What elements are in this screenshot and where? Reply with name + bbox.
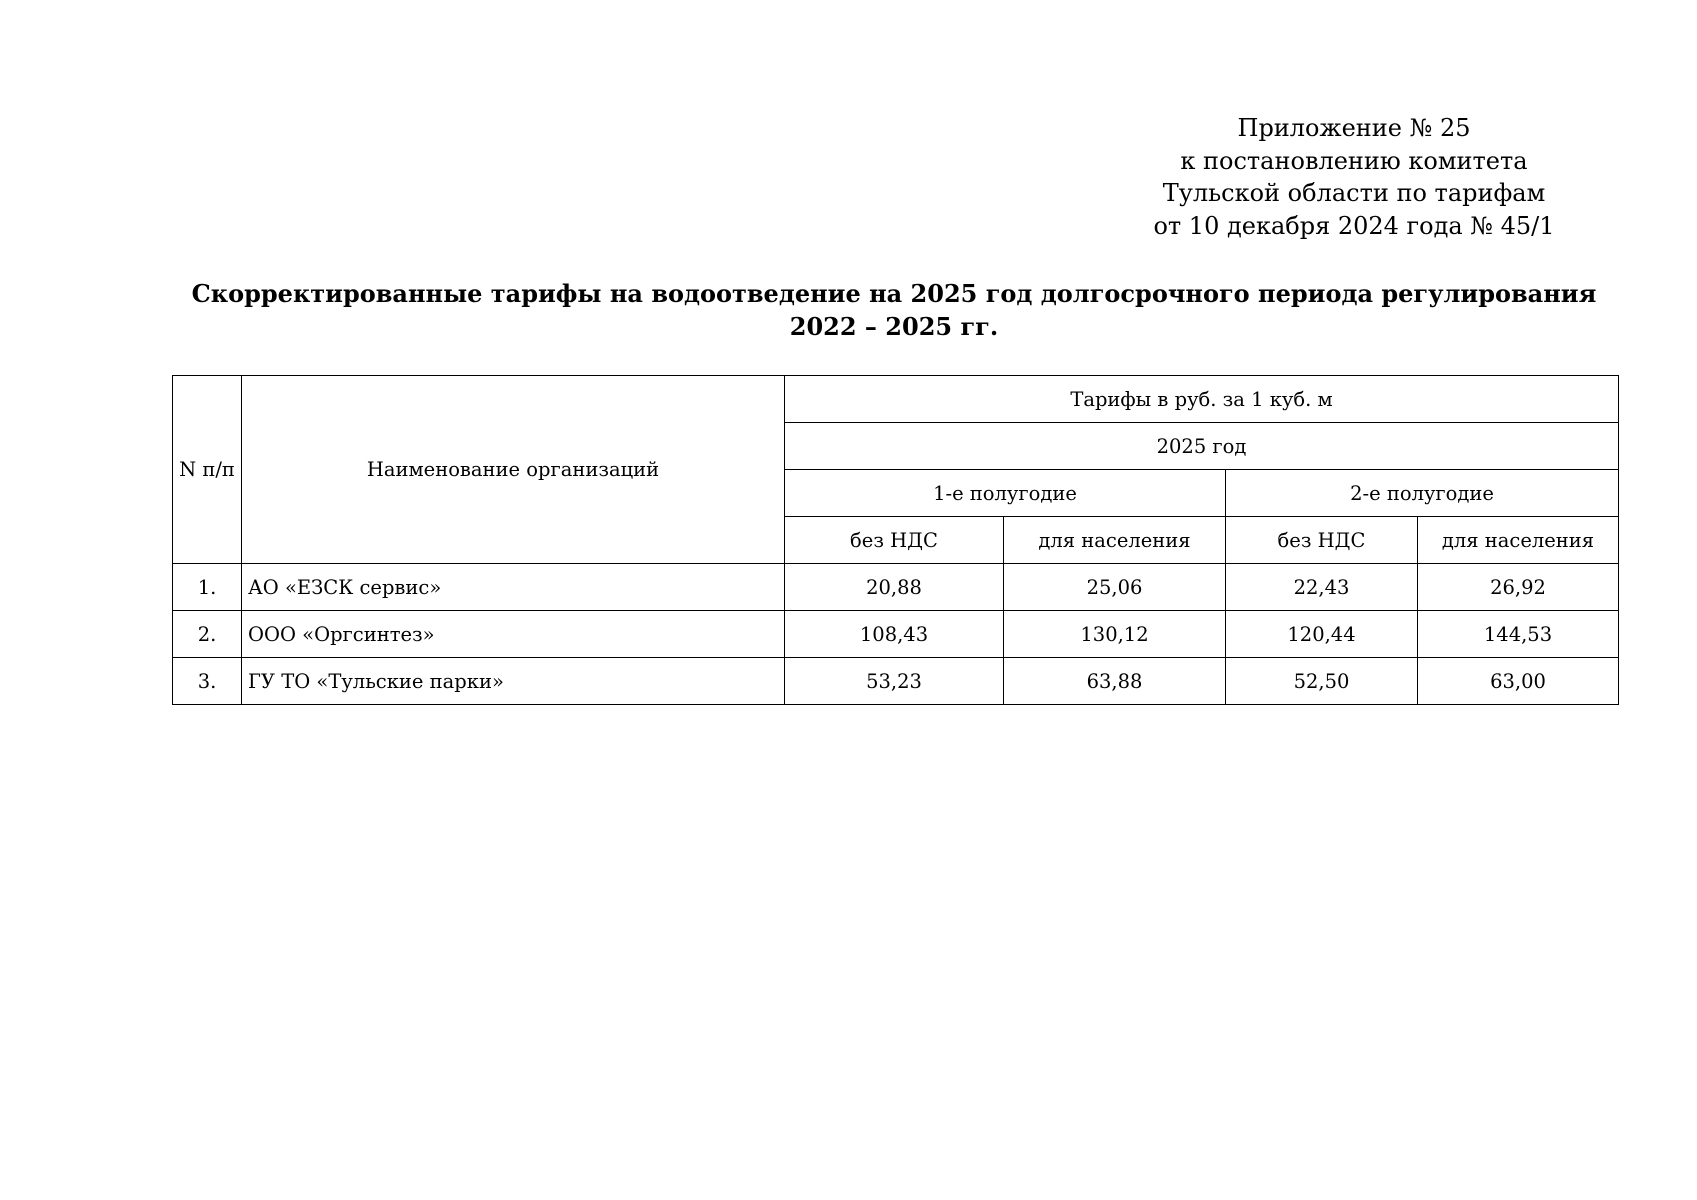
tariff-h2-population: 26,92 — [1418, 564, 1619, 611]
header-year: 2025 год — [785, 423, 1619, 470]
tariff-h1-population: 63,88 — [1004, 658, 1226, 705]
tariff-h2-novat: 22,43 — [1226, 564, 1418, 611]
header-org: Наименование организаций — [242, 376, 785, 564]
tariff-h1-population: 130,12 — [1004, 611, 1226, 658]
header-h2-population: для населения — [1418, 517, 1619, 564]
table-row — [173, 611, 1619, 658]
organization-name: ГУ ТО «Тульские парки» — [242, 658, 785, 705]
table-row — [173, 564, 1619, 611]
header-h2-novat: без НДС — [1226, 517, 1418, 564]
row-number: 3. — [173, 658, 242, 705]
organization-name: АО «ЕЗСК сервис» — [242, 564, 785, 611]
header-tariffs: Тарифы в руб. за 1 куб. м — [785, 376, 1619, 423]
tariff-h1-novat: 20,88 — [785, 564, 1004, 611]
table-row — [173, 658, 1619, 705]
tariff-h2-population: 144,53 — [1418, 611, 1619, 658]
tariffs-table — [172, 375, 1619, 705]
tariff-h1-novat: 108,43 — [785, 611, 1004, 658]
title-line-1: Скорректированные тарифы на водоотведение на 2025 год долгосрочного периода регулирования — [191, 279, 1597, 308]
header-h1-population: для населения — [1004, 517, 1226, 564]
tariff-h2-novat: 52,50 — [1226, 658, 1418, 705]
tariff-h2-novat: 120,44 — [1226, 611, 1418, 658]
row-number: 2. — [173, 611, 242, 658]
appendix-number: Приложение № 25 — [1237, 114, 1471, 142]
header-half-2: 2-е полугодие — [1226, 470, 1619, 517]
appendix-block — [1094, 112, 1614, 242]
row-number: 1. — [173, 564, 242, 611]
tariff-h1-population: 25,06 — [1004, 564, 1226, 611]
document-title — [174, 277, 1614, 343]
appendix-date: от 10 декабря 2024 года № 45/1 — [1153, 211, 1555, 240]
header-h1-novat: без НДС — [785, 517, 1004, 564]
organization-name: ООО «Оргсинтез» — [242, 611, 785, 658]
tariff-h2-population: 63,00 — [1418, 658, 1619, 705]
appendix-committee: Тульской области по тарифам — [1162, 179, 1546, 207]
header-row-1 — [173, 376, 1619, 423]
header-half-1: 1-е полугодие — [785, 470, 1226, 517]
header-num: N п/п — [173, 376, 242, 564]
title-line-2: 2022 – 2025 гг. — [789, 312, 999, 341]
appendix-decree: к постановлению комитета — [1180, 146, 1528, 175]
tariff-h1-novat: 53,23 — [785, 658, 1004, 705]
